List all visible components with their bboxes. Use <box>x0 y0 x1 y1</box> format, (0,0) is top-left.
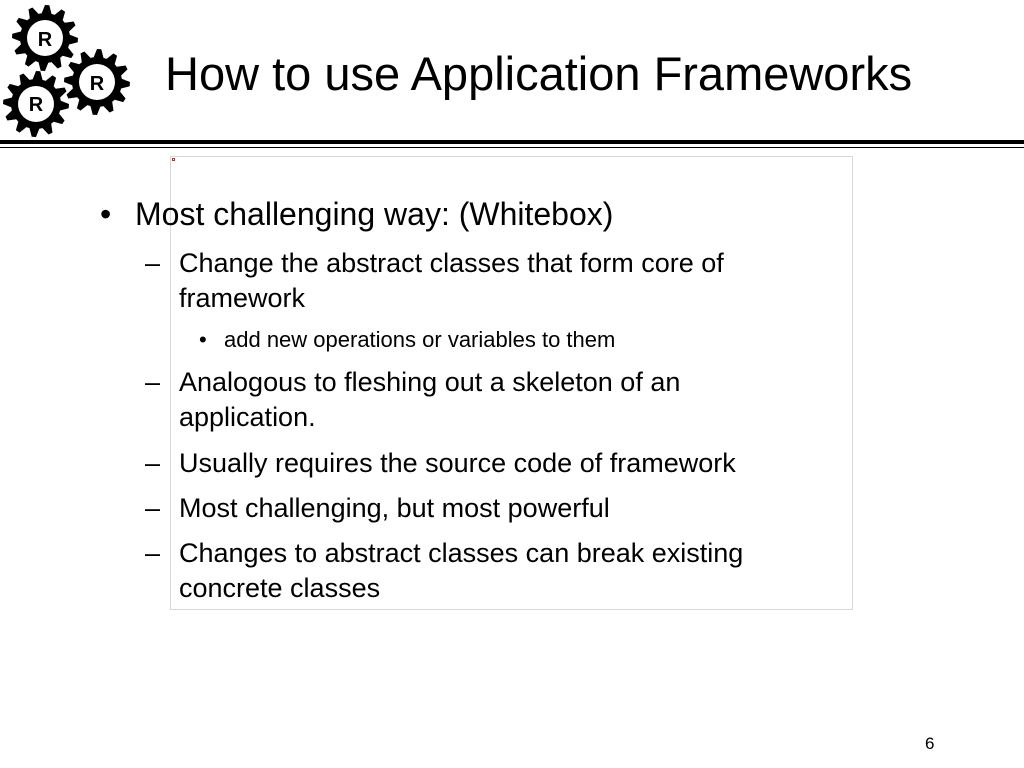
title-divider <box>0 147 1024 148</box>
dash-marker: – <box>145 493 161 523</box>
bullet-text: add new operations or variables to them <box>224 327 616 352</box>
dash-marker: – <box>145 538 161 568</box>
bullet-text: Analogous to fleshing out a skeleton of an <box>179 367 681 397</box>
bullet-text: application. <box>179 402 316 432</box>
bullet-text: concrete classes <box>179 573 381 603</box>
logo-letter: R <box>28 94 44 116</box>
bullet-text: Most challenging way: (Whitebox) <box>135 196 614 232</box>
page-number: 6 <box>925 734 935 753</box>
slide-title: How to use Application Frameworks <box>165 47 913 100</box>
dash-marker: – <box>145 248 161 278</box>
bullet-marker: • <box>199 327 207 352</box>
embedded-object-icon <box>172 158 175 161</box>
dash-marker: – <box>145 448 161 478</box>
gears-logo-icon <box>0 0 136 140</box>
logo-letter: R <box>89 73 105 95</box>
bullet-text: Usually requires the source code of framework <box>179 448 736 478</box>
bullet-marker: • <box>100 196 112 232</box>
dash-marker: – <box>145 367 161 397</box>
bullet-text: Changes to abstract classes can break existing <box>179 538 744 568</box>
logo-letter: R <box>37 29 53 51</box>
title-divider <box>0 140 1024 144</box>
bullet-text: framework <box>179 283 306 313</box>
bullet-text: Most challenging, but most powerful <box>179 493 610 523</box>
bullet-text: Change the abstract classes that form core of <box>179 248 724 278</box>
